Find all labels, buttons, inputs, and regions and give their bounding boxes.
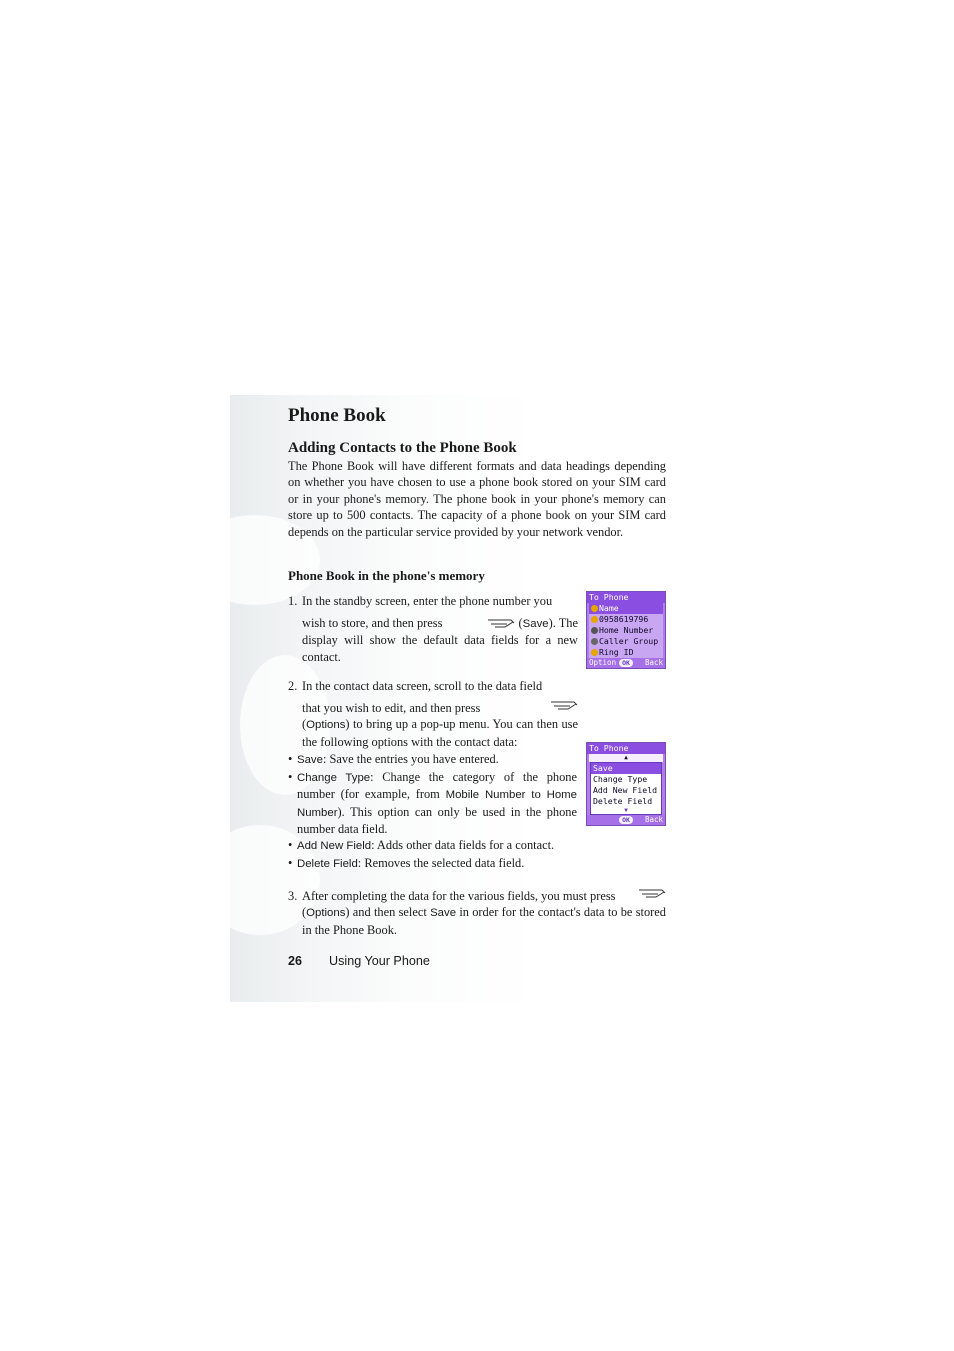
group-icon (591, 638, 598, 645)
subsection-title: Phone Book in the phone's memory (288, 568, 485, 583)
options-popup-menu (590, 762, 662, 815)
back-softkey[interactable]: Back (644, 658, 663, 667)
step-line: display will show the default data fields for a new contact. (302, 633, 578, 664)
home-icon (591, 627, 598, 634)
ui-label: Delete Field (297, 858, 358, 870)
phone-screen-options (586, 742, 666, 826)
ok-key[interactable]: OK (619, 816, 633, 824)
menu-item-change-type[interactable]: Change Type (593, 774, 648, 784)
ui-label: Change Type (297, 772, 371, 784)
field-mobile[interactable]: 0958619796 (589, 614, 663, 625)
page-footer (288, 954, 430, 968)
step-number: 3. (288, 889, 298, 903)
field-ring[interactable]: Ring ID (589, 647, 663, 658)
phone-screen-contact (586, 591, 666, 669)
back-softkey[interactable]: Back (644, 815, 663, 824)
menu-item-delete-field[interactable]: Delete Field (593, 796, 653, 806)
step-line: wish to store, and then press (Save). The (302, 616, 578, 630)
step-line: (Options) to bring up a pop-up menu. You can then use the following options with the contact data: (302, 717, 578, 749)
step-number: 2. (288, 679, 298, 693)
page-number: 26 (288, 954, 303, 968)
scroll-up-icon: ▲ (589, 754, 663, 762)
step-line: that you wish to edit, and then press (302, 700, 578, 716)
screen-title: To Phone (587, 592, 665, 603)
ui-label: Home Number (297, 789, 577, 819)
scroll-down-icon: ▼ (624, 807, 628, 814)
ui-label: Options (306, 719, 346, 732)
left-softkey-icon (550, 700, 578, 712)
menu-item-add-new-field[interactable]: Add New Field (593, 785, 658, 795)
ok-key[interactable]: OK (619, 659, 633, 667)
footer-section-title: Using Your Phone (329, 954, 430, 968)
person-icon (591, 605, 598, 612)
step-line: (Options) and then select Save in order for the contact's data to be stored in the Phone Book. (302, 905, 666, 937)
left-softkey-icon (638, 888, 666, 900)
option-softkey[interactable]: Option (589, 658, 617, 667)
intro-paragraph: The Phone Book will have different formats and data headings depending on whether you have chosen to use a phone book stored on your SIM card or in your phone's memory. The phone book in your phone's memory can store up to 500 contacts. The capacity of a phone book on your SIM card depends on the particular service provided by your network vendor. (288, 459, 666, 539)
ui-label: Options (306, 907, 346, 920)
softkey-bar (587, 658, 665, 668)
softkey-bar (587, 815, 665, 825)
field-home[interactable]: Home Number (589, 625, 663, 636)
screen-title: To Phone (587, 743, 665, 754)
step-line: In the standby screen, enter the phone number you (302, 594, 553, 608)
ui-label: Save (297, 754, 323, 766)
field-name[interactable]: Name (589, 603, 663, 614)
menu-item-save[interactable]: Save (591, 763, 661, 774)
page-title: Phone Book (288, 405, 386, 426)
ui-label: Mobile Number (445, 789, 526, 802)
ui-label: Save (430, 907, 457, 920)
step-line: In the contact data screen, scroll to the data field (302, 679, 543, 693)
left-softkey-icon (487, 618, 515, 630)
step-line: After completing the data for the various fields, you must press (302, 888, 666, 904)
ui-label: Add New Field (297, 840, 372, 852)
field-group[interactable]: Caller Group (589, 636, 663, 647)
ui-label: Save (522, 618, 549, 630)
mobile-icon (591, 616, 598, 623)
contact-field-list (589, 603, 663, 658)
bell-icon (591, 649, 598, 656)
step-number: 1. (288, 594, 298, 608)
section-title: Adding Contacts to the Phone Book (288, 440, 517, 456)
